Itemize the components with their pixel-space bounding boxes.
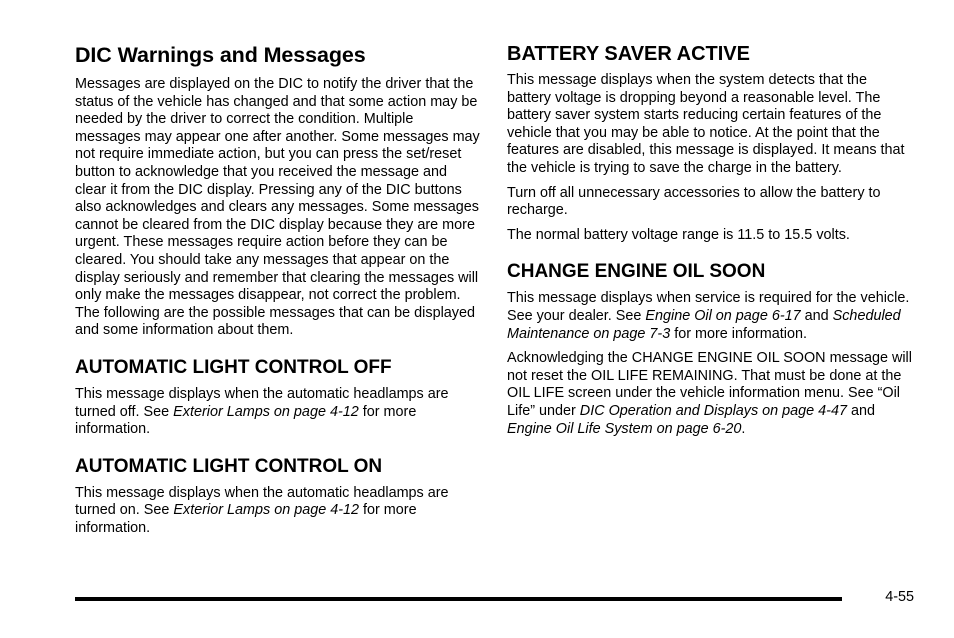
text: and [800, 307, 833, 324]
change-oil-paragraph-1 [507, 290, 912, 343]
change-oil-paragraph-2 [507, 350, 912, 438]
text: . [741, 420, 746, 437]
automatic-light-on-paragraph [75, 485, 480, 538]
text: and [846, 402, 875, 419]
battery-saver-paragraph-1: This message displays when the system detects that the battery voltage is dropping beyond a reasonable level. The battery saver system starts reducing certain features of the vehicle that you may be able to notice. At the point that the features are disabled, this message is displayed. It means that the vehicle is trying to save the charge in the battery. [507, 72, 905, 176]
heading-automatic-light-control-off: AUTOMATIC LIGHT CONTROL OFF [75, 356, 392, 378]
automatic-light-off-paragraph [75, 386, 480, 439]
text: This message displays when the automatic headlamps are turned off. See [75, 385, 449, 420]
left-column [75, 42, 480, 544]
cross-reference-link[interactable]: Engine Oil on page 6-17 [645, 307, 801, 324]
text: for more information. [670, 325, 807, 342]
text: Acknowledging the CHANGE ENGINE OIL SOON message will not reset the OIL LIFE REMAINING. That must be done at the OIL LIFE screen under the vehicle information menu. See “Oil Life” under [507, 350, 912, 419]
cross-reference-link[interactable]: DIC Operation and Displays on page 4-47 [579, 402, 847, 419]
page-title: DIC Warnings and Messages [75, 43, 366, 67]
text: for more information. [75, 502, 417, 536]
cross-reference-link[interactable]: Engine Oil Life System on page 6-20 [507, 420, 742, 437]
cross-reference-link[interactable]: Exterior Lamps on page 4-12 [173, 502, 360, 519]
text: This message displays when service is required for the vehicle. See your dealer. See [507, 290, 910, 324]
text: This message displays when the automatic headlamps are turned on. See [75, 484, 449, 519]
footer-rule [75, 597, 842, 601]
text: for more information. [75, 403, 417, 438]
battery-saver-paragraph-3: The normal battery voltage range is 11.5 to 15.5 volts. [507, 226, 850, 243]
cross-reference-link[interactable]: Scheduled Maintenance on page 7-3 [507, 307, 901, 342]
page-number: 4-55 [885, 589, 914, 605]
heading-battery-saver-active: BATTERY SAVER ACTIVE [507, 43, 750, 65]
cross-reference-link[interactable]: Exterior Lamps on page 4-12 [173, 403, 359, 420]
intro-paragraph: Messages are displayed on the DIC to notify the driver that the status of the vehicle has changed and that some action may be needed by the driver to correct the condition. Multiple messages may appear one after another. Some messages may not require immediate action, but you can press the set/reset button to acknowledge that you received the message and clear it from the DIC display. Pressing any of the DIC buttons also acknowledges and clears any messages. Some messages cannot be cleared from the DIC display because they are more urgent. These messages require action before they can be cleared. You should take any messages that appear on the display seriously and remember that clearing the messages will only make the messages disappear, not correct the problem. The following are the possible messages that can be displayed and some information about them. [75, 76, 480, 339]
battery-saver-paragraph-2: Turn off all unnecessary accessories to allow the battery to recharge. [507, 184, 881, 219]
heading-automatic-light-control-on: AUTOMATIC LIGHT CONTROL ON [75, 455, 383, 477]
right-column [507, 42, 912, 445]
heading-change-engine-oil-soon: CHANGE ENGINE OIL SOON [507, 261, 766, 283]
